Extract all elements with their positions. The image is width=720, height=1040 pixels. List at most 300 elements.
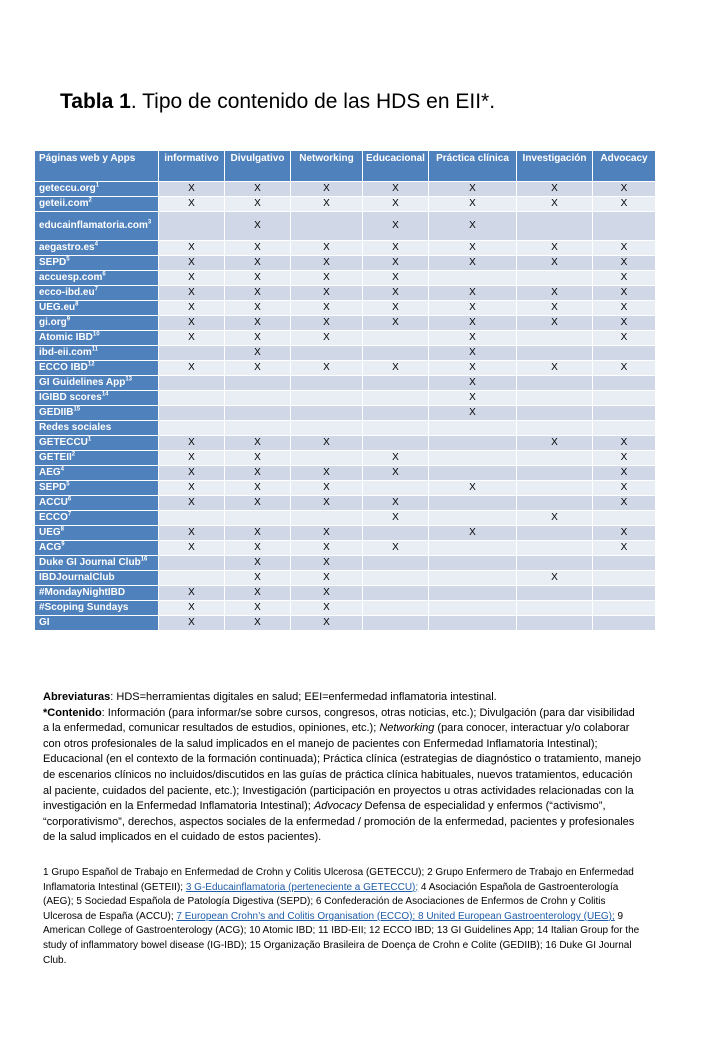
row-reference-number: 4 [94,241,98,248]
table-cell [517,526,593,541]
table-cell [517,556,593,571]
table-cell: X [429,182,517,197]
table-row [35,466,656,481]
table-cell: X [363,511,429,526]
row-name: educainflamatoria.com [39,220,148,231]
table-cell [363,421,429,436]
table-cell: X [517,316,593,331]
table-cell: X [225,197,291,212]
row-name-cell [35,331,159,346]
table-cell: X [225,361,291,376]
row-name-cell [35,496,159,511]
column-header: Advocacy [593,151,656,182]
content-note [43,706,643,846]
table-cell: X [593,466,656,481]
row-name-cell [35,182,159,197]
row-name: ACCU [39,497,68,508]
table-cell [429,616,517,631]
table-cell: X [159,361,225,376]
table-cell [517,616,593,631]
row-name-cell [35,421,159,436]
row-reference-number: 12 [87,361,95,368]
table-cell: X [363,286,429,301]
table-cell: X [429,301,517,316]
row-name: GETEII [39,452,72,463]
table-title-text: . Tipo de contenido de las HDS en EII*. [130,90,496,113]
table-row [35,182,656,197]
table-cell [517,331,593,346]
table-cell: X [363,212,429,241]
row-name: SEPD [39,482,67,493]
row-reference-number: 7 [67,511,72,518]
table-cell: X [593,481,656,496]
table-cell [363,601,429,616]
table-cell: X [291,616,363,631]
refs-link-educainflamatoria[interactable]: 3 G-Educainflamatoria (perteneciente a GETECCU); [185,881,419,893]
row-name-cell [35,301,159,316]
content-text-2: (para conocer, interactuar y/o colaborar con otros profesionales de la salud implicados en el manejo de pacientes con Enfermedad Inflamatoria Intestinal); Educacional (en el contexto de la formación continuada); Práctica clínica (estrategias de diagnóstico o tratamiento, manejo de escenarios clínicos no incluidos/discutidos en las guías de práctica clínica habituales, nuevos tratamientos, educación al paciente, cuidados del paciente, etc.); Investigación (participación en proyectos u otras actividades relacionadas con la investigación en la Enfermedad Inflamatoria Intestinal); [43,722,642,813]
row-name: ACG [39,542,62,553]
table-cell: X [159,286,225,301]
table-cell: X [429,241,517,256]
table-cell: X [225,286,291,301]
row-name-cell [35,586,159,601]
content-label: *Contenido [43,706,102,719]
table-cell: X [593,241,656,256]
table-cell: X [291,256,363,271]
row-name: gi.org [39,317,67,328]
table-row [35,436,656,451]
table-cell: X [363,256,429,271]
row-name-cell [35,197,159,212]
table-cell: X [291,481,363,496]
row-name-cell [35,271,159,286]
table-cell: X [517,182,593,197]
table-cell: X [291,556,363,571]
table-cell [593,556,656,571]
table-row [35,616,656,631]
row-name: #MondayNightIBD [39,587,126,598]
table-cell: X [429,256,517,271]
row-name-cell [35,256,159,271]
table-cell: X [363,182,429,197]
table-cell [517,466,593,481]
row-reference-number: 8 [60,526,65,533]
table-cell: X [225,496,291,511]
row-name-cell [35,376,159,391]
row-name: GEDIIB [39,407,74,418]
table-cell: X [291,496,363,511]
refs-link-ecco-ueg[interactable]: 7 European Crohn’s and Colitis Organisation (ECCO); 8 United European Gastroenterology (UEG); [176,910,615,922]
row-name: Atomic IBD [39,332,93,343]
table-cell: X [225,526,291,541]
table-cell: X [593,271,656,286]
table-cell [225,376,291,391]
row-name-cell [35,391,159,406]
table-cell [225,406,291,421]
table-cell: X [159,496,225,511]
column-header: Educacional [363,151,429,182]
table-cell: X [159,481,225,496]
table-cell: X [225,316,291,331]
row-name: accuesp.com [39,272,103,283]
table-cell: X [225,466,291,481]
column-header: Divulgativo [225,151,291,182]
table-cell: X [225,556,291,571]
table-row [35,496,656,511]
table-cell: X [225,256,291,271]
row-name: ecco-ibd.eu [39,287,95,298]
table-cell [593,391,656,406]
row-name-cell [35,616,159,631]
table-cell [363,616,429,631]
row-name: IGIBD scores [39,392,102,403]
table-cell [429,571,517,586]
row-reference-number: 5 [66,256,70,263]
table-cell [593,376,656,391]
row-reference-number: 10 [92,331,100,338]
table-cell [363,556,429,571]
table-cell [593,616,656,631]
table-cell: X [225,182,291,197]
table-cell: X [593,526,656,541]
table-cell [593,346,656,361]
column-header: Práctica clínica [429,151,517,182]
column-header: Investigación [517,151,593,182]
table-cell [429,541,517,556]
table-cell: X [159,256,225,271]
table-cell: X [159,451,225,466]
table-cell: X [593,256,656,271]
table-cell: X [225,616,291,631]
notes-section [43,690,643,846]
table-cell [159,406,225,421]
table-title-label: Tabla 1 [60,90,131,113]
table-cell: X [159,526,225,541]
table-cell [159,421,225,436]
table-cell: X [225,212,291,241]
row-reference-number: 5 [66,481,70,488]
table-cell [363,346,429,361]
table-cell: X [429,346,517,361]
table-cell [363,376,429,391]
row-reference-number: 15 [73,406,81,413]
table-cell: X [429,331,517,346]
table-cell [225,421,291,436]
row-name: ECCO IBD [39,362,88,373]
table-cell [429,496,517,511]
table-cell [225,511,291,526]
row-name: UEG [39,527,61,538]
abbreviations-note [43,690,643,706]
table-cell: X [363,361,429,376]
table-cell: X [291,466,363,481]
table-cell [517,391,593,406]
row-name-cell [35,316,159,331]
row-reference-number: 1 [87,436,92,443]
row-name-cell [35,212,159,241]
table-body [35,182,656,631]
table-cell: X [225,571,291,586]
table-cell: X [159,601,225,616]
table-cell: X [517,241,593,256]
table-cell [363,391,429,406]
table-cell [429,601,517,616]
table-cell [593,511,656,526]
row-name-cell [35,541,159,556]
row-reference-number: 8 [75,301,79,308]
table-row [35,286,656,301]
table-cell: X [517,301,593,316]
row-name: GI [39,617,50,628]
table-row [35,406,656,421]
table-cell: X [225,601,291,616]
table-cell: X [517,361,593,376]
row-reference-number: 6 [102,271,106,278]
table-cell: X [225,301,291,316]
table-cell: X [291,586,363,601]
row-reference-number: 6 [67,496,72,503]
table-cell: X [363,241,429,256]
row-name-cell [35,361,159,376]
table-cell: X [593,286,656,301]
row-name-cell [35,481,159,496]
table-cell [429,511,517,526]
table-cell [159,391,225,406]
refs-text-3: 9 American College of Gastroenterology (ACG); 10 Atomic IBD; 11 IBD-EII; 12 ECCO IBD; 13 GI Guidelines App; 14 Italian Group for the study of inflammatory bowel disease (IG-IBD); 15 Organização Brasileira de Doença de Crohn e Colite (GEDIIB); 16 Duke GI Journal Club. [43,910,640,966]
table-row [35,271,656,286]
table-cell: X [291,286,363,301]
table-row [35,511,656,526]
table-row [35,586,656,601]
column-header: Páginas web y Apps [35,151,159,182]
table-cell: X [291,571,363,586]
table-row [35,391,656,406]
references [43,866,643,968]
table-cell: X [159,586,225,601]
table-cell [517,481,593,496]
table-cell: X [517,286,593,301]
table-cell: X [517,571,593,586]
table-cell: X [159,466,225,481]
table-cell [363,406,429,421]
table-cell [429,451,517,466]
table-row [35,571,656,586]
table-cell: X [363,466,429,481]
row-reference-number: 2 [88,197,92,204]
table-cell: X [593,316,656,331]
table-cell [291,376,363,391]
table-cell [363,586,429,601]
table-cell: X [593,436,656,451]
table-cell: X [363,496,429,511]
table-cell: X [429,526,517,541]
table-cell: X [429,286,517,301]
row-name: geteii.com [39,198,89,209]
table-cell: X [159,301,225,316]
row-reference-number: 11 [91,346,99,353]
table-cell: X [159,271,225,286]
abbreviations-text: : HDS=herramientas digitales en salud; EEI=enfermedad inflamatoria intestinal. [110,691,497,703]
row-reference-number: 13 [125,376,132,383]
table-cell [429,271,517,286]
table-cell [159,556,225,571]
table-cell [291,391,363,406]
column-header: informativo [159,151,225,182]
row-reference-number: 16 [140,556,148,563]
table-cell: X [593,541,656,556]
abbreviations-label: Abreviaturas [43,691,111,703]
table-cell [517,271,593,286]
row-reference-number: 9 [66,316,71,323]
table-cell: X [225,271,291,286]
table-cell [363,436,429,451]
content-table [34,150,656,631]
table-cell: X [159,316,225,331]
row-reference-number: 2 [71,451,76,458]
table-cell [517,212,593,241]
table-cell [429,466,517,481]
row-name: geteccu.org [39,183,96,194]
table-cell [517,376,593,391]
table-cell: X [363,301,429,316]
table-row [35,301,656,316]
table-cell [517,586,593,601]
table-cell: X [291,241,363,256]
table-cell: X [517,197,593,212]
table-title [60,90,495,114]
table-row [35,331,656,346]
table-row [35,451,656,466]
row-name-cell [35,286,159,301]
row-name-cell [35,601,159,616]
table-cell [225,391,291,406]
row-reference-number: 9 [61,541,65,548]
table-row [35,316,656,331]
table-cell [517,421,593,436]
table-cell [291,212,363,241]
table-cell: X [429,481,517,496]
table-cell [159,376,225,391]
table-cell: X [593,301,656,316]
row-name-cell [35,406,159,421]
row-name: aegastro.es [39,242,95,253]
table-cell: X [291,526,363,541]
table-cell: X [291,541,363,556]
row-name: Redes sociales [39,422,112,433]
table-cell [593,406,656,421]
table-cell: X [363,541,429,556]
table-row [35,556,656,571]
table-cell: X [291,182,363,197]
table-cell: X [593,361,656,376]
table-cell: X [291,331,363,346]
row-name: IBDJournalClub [39,572,115,583]
row-name-cell [35,451,159,466]
table-cell [363,526,429,541]
table-cell: X [291,197,363,212]
table-row [35,376,656,391]
content-text-3: Defensa de especialidad y enfermos (“activismo”, “corporativismo”, derechos, aspectos sociales de la enfermedad / promoción de la enfermedad, pacientes y profesionales de la salud implicados en el cuidado de estos pacientes). [43,800,635,844]
table-cell [291,346,363,361]
table-row [35,346,656,361]
row-name-cell [35,346,159,361]
table-cell [429,436,517,451]
table-cell: X [159,182,225,197]
table-cell [159,571,225,586]
table-cell: X [593,496,656,511]
table-cell: X [225,451,291,466]
table-row [35,481,656,496]
table-cell [517,346,593,361]
table-cell: X [225,346,291,361]
table-cell: X [593,182,656,197]
table-cell: X [593,451,656,466]
table-cell: X [517,511,593,526]
table-cell: X [225,436,291,451]
table-row [35,421,656,436]
table-cell [593,212,656,241]
row-name: GI Guidelines App [39,377,126,388]
row-name: ibd-eii.com [39,347,92,358]
table-cell [159,212,225,241]
row-reference-number: 4 [60,466,65,473]
row-reference-number: 3 [147,219,152,226]
table-cell: X [159,616,225,631]
table-row [35,212,656,241]
table-cell: X [225,541,291,556]
table-row [35,601,656,616]
row-reference-number: 7 [94,286,98,293]
table-cell [517,406,593,421]
table-cell: X [225,331,291,346]
row-name-cell [35,466,159,481]
table-cell: X [159,541,225,556]
table-cell [429,586,517,601]
table-cell [363,571,429,586]
table-cell: X [291,271,363,286]
table-cell [593,421,656,436]
table-cell [593,586,656,601]
table-cell: X [429,361,517,376]
table-cell: X [363,316,429,331]
table-cell [363,481,429,496]
table-cell: X [517,436,593,451]
table-cell [517,601,593,616]
row-name: SEPD [39,257,67,268]
table-cell [159,511,225,526]
row-name: #Scoping Sundays [39,602,129,613]
table-cell: X [225,586,291,601]
table-row [35,241,656,256]
row-reference-number: 1 [95,182,100,189]
table-cell [593,601,656,616]
table-cell [517,451,593,466]
table-cell: X [429,197,517,212]
table-cell: X [429,316,517,331]
table-cell: X [159,331,225,346]
table-cell [593,571,656,586]
row-name-cell [35,241,159,256]
table-header-row [35,151,656,182]
table-cell: X [159,241,225,256]
row-name-cell [35,511,159,526]
networking-word: Networking [379,722,435,735]
table-cell: X [291,601,363,616]
row-name: AEG [39,467,61,478]
table-cell: X [291,301,363,316]
row-name-cell [35,526,159,541]
